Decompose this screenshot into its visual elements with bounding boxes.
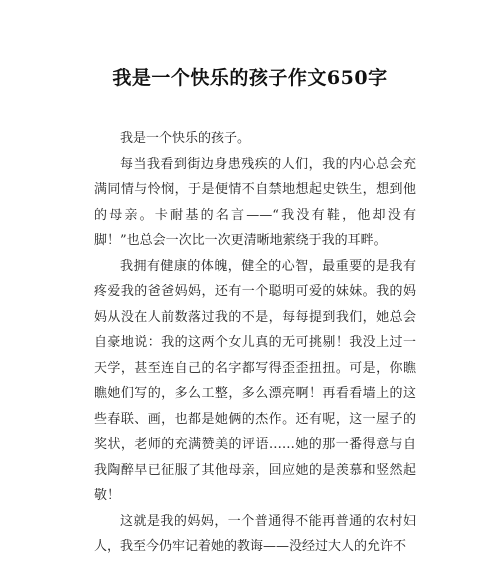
paragraph-2: 每当我看到街边身患残疾的人们，我的内心总会充满同情与怜悯，于是便情不自禁地想起史铁生，想到他的母亲。卡耐基的名言——“我没有鞋，他却没有脚！”也总会一次比一次更清晰地萦绕于我的耳畔。 <box>94 156 416 248</box>
document-body <box>94 126 416 560</box>
document-title: 我是一个快乐的孩子作文650字 <box>112 67 388 89</box>
paragraph-4: 这就是我的妈妈，一个普通得不能再普通的农村妇人，我至今仍牢记着她的教诲——没经过大人的允许不 <box>94 513 416 554</box>
paragraph-1: 我是一个快乐的孩子。 <box>120 131 251 146</box>
paragraph-3: 我拥有健康的体魄，健全的心智，最重要的是我有疼爱我的爸爸妈妈，还有一个聪明可爱的妹妹。我的妈妈从没在人前数落过我的不是，每每提到我们，她总会自豪地说：我的这两个女儿真的无可挑剔！我没上过一天学，甚至连自己的名字都写得歪歪扭扭。可是，你瞧瞧她们写的，多么工整，多么漂亮啊！再看看墙上的这些春联、画，也都是她俩的杰作。还有呢，这一屋子的奖状，老师的充满赞美的评语……她的那一番得意与自我陶醉早已征服了其他母亲，回应她的是羡慕和竖然起敬！ <box>94 258 416 503</box>
